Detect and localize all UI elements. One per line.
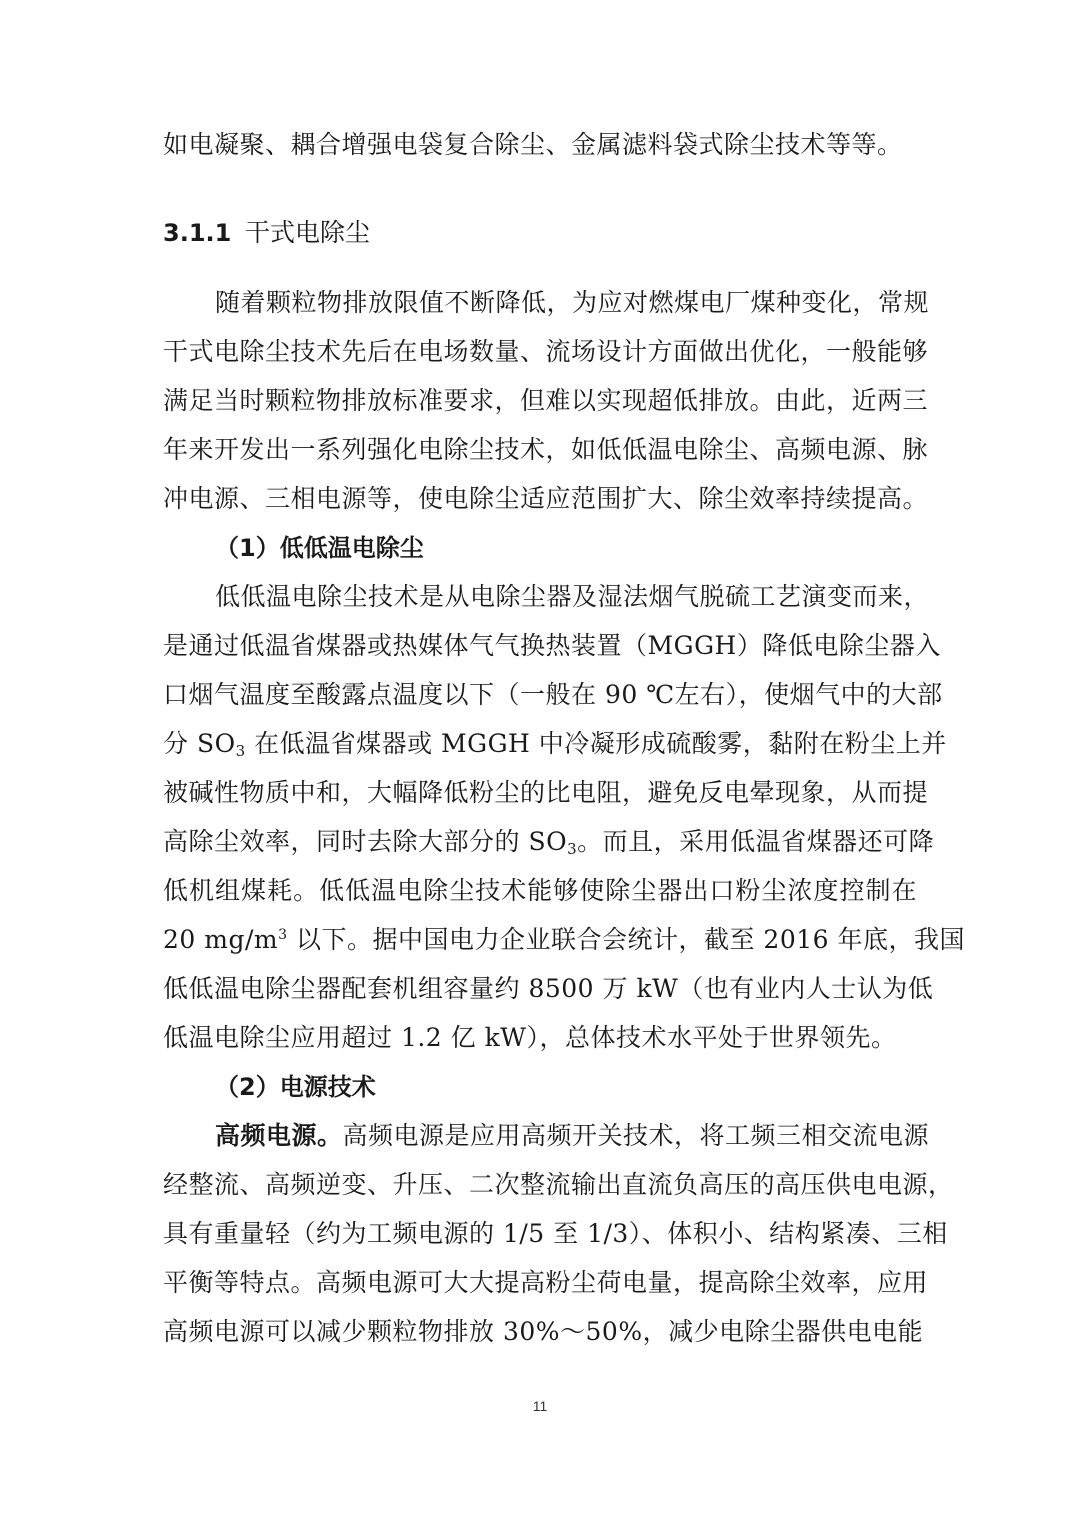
paragraph-line: 低低温电除尘技术是从电除尘器及湿法烟气脱硫工艺演变而来， [215, 582, 930, 611]
paragraph-line: 随着颗粒物排放限值不断降低，为应对燃煤电厂煤种变化，常规 [215, 288, 930, 317]
paragraph-line [163, 728, 947, 760]
paragraph-line: 高频电源可以减少颗粒物排放 30%～50%，减少电除尘器供电电能 [163, 1317, 924, 1346]
subscript: 3 [235, 742, 246, 760]
paragraph-line: 低机组煤耗。低低温电除尘技术能够使除尘器出口粉尘浓度控制在 [163, 876, 917, 905]
paragraph-line [163, 924, 965, 956]
paragraph-line: 低温电除尘应用超过 1.2 亿 kW），总体技术水平处于世界领先。 [163, 1023, 897, 1052]
paragraph-line: 年来开发出一系列强化电除尘技术，如低低温电除尘、高频电源、脉 [163, 435, 929, 464]
paragraph-line: 满足当时颗粒物排放标准要求，但难以实现超低排放。由此，近两三 [163, 386, 929, 415]
bold-lead-term: 高频电源。 [215, 1121, 343, 1150]
paragraph-line: 低低温电除尘器配套机组容量约 8500 万 kW（也有业内人士认为低 [163, 974, 934, 1003]
text-run: 。而且，采用低温省煤器还可降 [577, 827, 935, 856]
text-run: 在低温省煤器或 MGGH 中冷凝形成硫酸雾，黏附在粉尘上并 [245, 729, 947, 758]
paragraph-line [163, 826, 935, 858]
superscript: 3 [278, 927, 288, 943]
paragraph-line: 平衡等特点。高频电源可大大提高粉尘荷电量，提高除尘效率，应用 [163, 1268, 929, 1297]
section-number: 3.1.1 [163, 219, 232, 247]
page-number: 11 [532, 1398, 548, 1414]
text-run: 20 mg/m [163, 925, 279, 954]
paragraph-line: 口烟气温度至酸露点温度以下（一般在 90 ℃左右），使烟气中的大部 [163, 680, 943, 709]
paragraph-line: 是通过低温省煤器或热媒体气气换热装置（MGGH）降低电除尘器入 [163, 631, 941, 660]
subheading-low-temp-esp: （1）低低温电除尘 [215, 534, 424, 562]
text-run: 高除尘效率，同时去除大部分的 SO [163, 827, 568, 856]
paragraph-line [215, 1120, 930, 1152]
section-title: 干式电除尘 [245, 218, 371, 247]
paragraph-line: 冲电源、三相电源等，使电除尘适应范围扩大、除尘效率持续提高。 [163, 484, 929, 513]
intro-line: 如电凝聚、耦合增强电袋复合除尘、金属滤料袋式除尘技术等等。 [163, 130, 903, 159]
paragraph-line: 被碱性物质中和，大幅降低粉尘的比电阻，避免反电晕现象，从而提 [163, 778, 929, 807]
subscript: 3 [567, 840, 578, 858]
subheading-power-tech: （2）电源技术 [215, 1073, 376, 1101]
paragraph-line: 干式电除尘技术先后在电场数量、流场设计方面做出优化，一般能够 [163, 337, 929, 366]
paragraph-line: 经整流、高频逆变、升压、二次整流输出直流负高压的高压供电电源， [163, 1170, 954, 1199]
paragraph-line: 具有重量轻（约为工频电源的 1/5 至 1/3）、体积小、结构紧凑、三相 [163, 1219, 948, 1248]
text-run: 分 SO [163, 729, 236, 758]
text-run: 高频电源是应用高频开关技术，将工频三相交流电源 [342, 1121, 930, 1150]
text-run: 以下。据中国电力企业联合会统计，截至 2016 年底，我国 [287, 925, 965, 954]
